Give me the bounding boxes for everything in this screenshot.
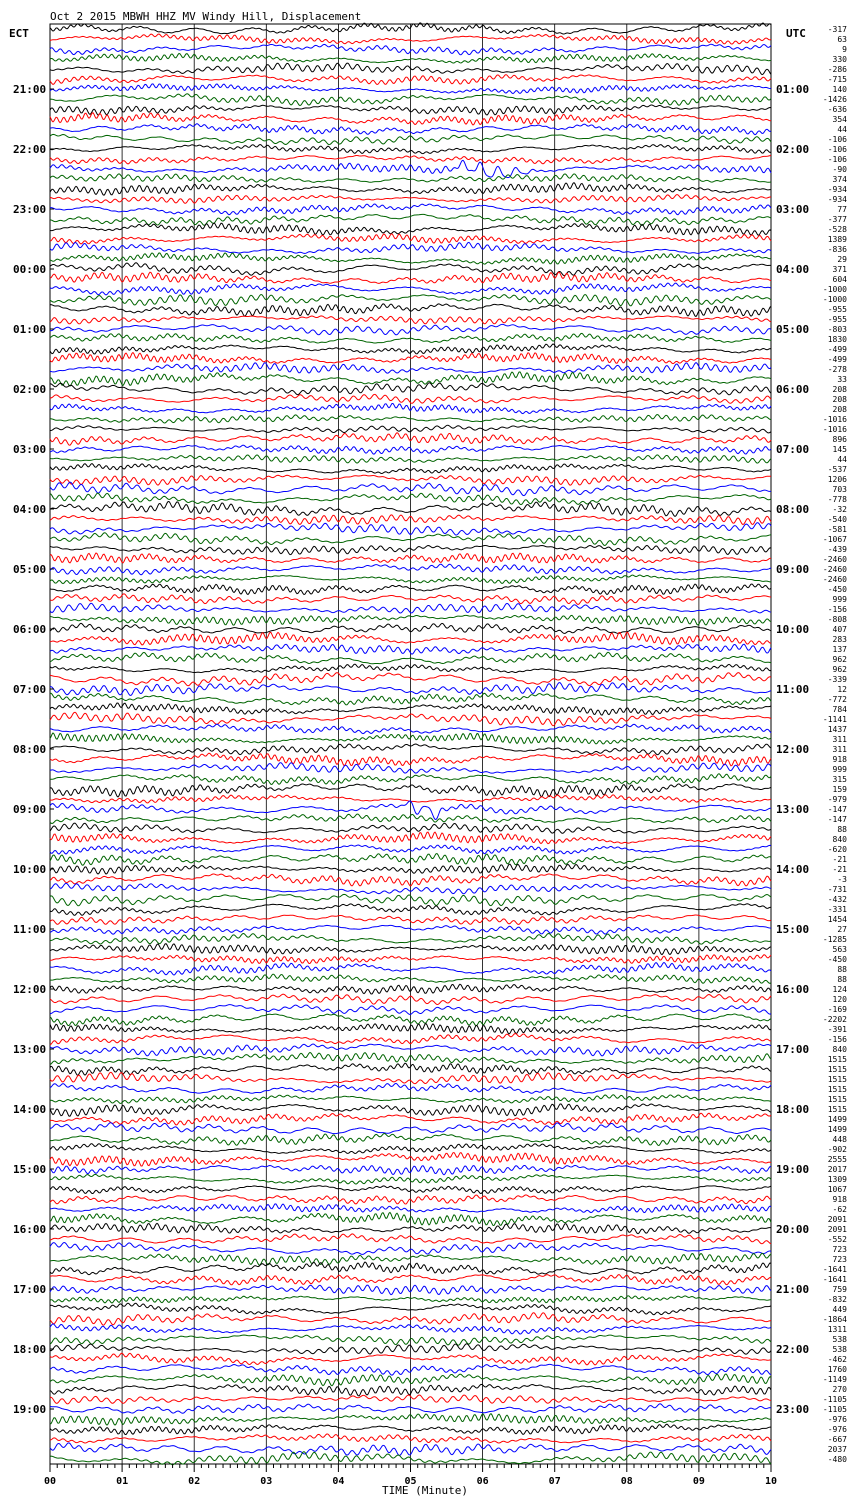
hour-label-ect: 17:00	[13, 1283, 47, 1296]
trace-offset-value: -979	[827, 795, 847, 804]
trace-offset-value: 29	[837, 255, 847, 264]
hour-label-utc: 05:00	[776, 323, 810, 336]
x-tick-label: 08	[620, 1476, 633, 1487]
right-timezone-label: UTC	[786, 27, 806, 40]
trace-offset-value: 538	[832, 1335, 847, 1344]
trace-offset-value: -32	[832, 505, 847, 514]
trace-offset-value: 1206	[827, 475, 847, 484]
trace-offset-value: 2555	[827, 1155, 847, 1164]
trace-offset-value: -147	[827, 805, 847, 814]
trace-offset-value: 2091	[827, 1215, 847, 1224]
trace-offset-value: -636	[827, 105, 847, 114]
hour-label-ect: 13:00	[13, 1043, 47, 1056]
trace-offset-value: -540	[827, 515, 847, 524]
hour-label-ect: 04:00	[13, 503, 47, 516]
trace-offset-value: -731	[827, 885, 847, 894]
trace-offset-value: -1641	[822, 1275, 847, 1284]
trace-offset-value: 604	[832, 275, 847, 284]
trace-offset-value: -808	[827, 615, 847, 624]
trace-offset-value: -1864	[822, 1315, 847, 1324]
trace-offset-value: 2091	[827, 1225, 847, 1234]
trace-offset-value: 1067	[827, 1185, 847, 1194]
trace-offset-value: -169	[827, 1005, 847, 1014]
trace-offset-value: -955	[827, 305, 847, 314]
trace-offset-value: 2037	[827, 1445, 847, 1454]
trace-offset-value: 159	[832, 785, 847, 794]
hour-label-utc: 23:00	[776, 1403, 810, 1416]
trace-offset-value: -62	[832, 1205, 847, 1214]
trace-offset-value: -778	[827, 495, 847, 504]
trace-offset-column	[823, 25, 847, 1464]
hour-label-ect: 03:00	[13, 443, 47, 456]
x-tick-label: 06	[476, 1476, 489, 1487]
hour-label-ect: 05:00	[13, 563, 47, 576]
trace-offset-value: 999	[832, 595, 847, 604]
trace-offset-value: 448	[832, 1135, 847, 1144]
trace-offset-value: 723	[832, 1245, 847, 1254]
trace-offset-value: -552	[827, 1235, 847, 1244]
trace-offset-value: -106	[827, 145, 847, 154]
trace-offset-value: -331	[827, 905, 847, 914]
trace-offset-value: -1641	[822, 1265, 847, 1274]
trace-offset-value: -934	[827, 195, 847, 204]
hour-label-ect: 01:00	[13, 323, 47, 336]
x-tick-label: 07	[548, 1476, 561, 1487]
trace-offset-value: 1830	[827, 335, 847, 344]
trace-offset-value: -432	[827, 895, 847, 904]
trace-offset-value: 208	[832, 405, 847, 414]
trace-offset-value: -156	[827, 605, 847, 614]
hour-label-ect: 14:00	[13, 1103, 47, 1116]
x-tick-label: 02	[188, 1476, 201, 1487]
trace-offset-value: -1000	[822, 285, 847, 294]
trace-offset-value: 88	[837, 965, 847, 974]
trace-offset-value: -1000	[822, 295, 847, 304]
right-hour-axis	[776, 83, 809, 1416]
trace-offset-value: 1515	[827, 1065, 847, 1074]
trace-offset-value: 1311	[827, 1325, 847, 1334]
trace-offset-value: 1309	[827, 1175, 847, 1184]
hour-label-ect: 21:00	[13, 83, 47, 96]
trace-offset-value: 145	[832, 445, 847, 454]
chart-title: Oct 2 2015 MBWH HHZ MV Windy Hill, Displacement	[50, 10, 362, 23]
x-tick-label: 05	[404, 1476, 417, 1487]
trace-offset-value: -156	[827, 1035, 847, 1044]
trace-offset-value: 1515	[827, 1075, 847, 1084]
trace-offset-value: -499	[827, 355, 847, 364]
trace-offset-value: 27	[837, 925, 847, 934]
hour-label-ect: 09:00	[13, 803, 47, 816]
trace-offset-value: -391	[827, 1025, 847, 1034]
hour-label-ect: 19:00	[13, 1403, 47, 1416]
trace-offset-value: 999	[832, 765, 847, 774]
hour-label-utc: 01:00	[776, 83, 810, 96]
trace-offset-value: -317	[827, 25, 847, 34]
trace-offset-value: 759	[832, 1285, 847, 1294]
trace-offset-value: 208	[832, 385, 847, 394]
trace-offset-value: -439	[827, 545, 847, 554]
trace-offset-value: -450	[827, 955, 847, 964]
trace-offset-value: -90	[832, 165, 847, 174]
trace-offset-value: -1426	[822, 95, 847, 104]
trace-offset-value: -480	[827, 1455, 847, 1464]
trace-offset-value: -537	[827, 465, 847, 474]
trace-offset-value: 208	[832, 395, 847, 404]
trace-offset-value: 33	[837, 375, 847, 384]
trace-offset-value: -620	[827, 845, 847, 854]
trace-offset-value: -1141	[822, 715, 847, 724]
trace-offset-value: -1016	[822, 415, 847, 424]
trace-offset-value: 1515	[827, 1085, 847, 1094]
x-tick-label: 04	[332, 1476, 345, 1487]
hour-label-ect: 00:00	[13, 263, 47, 276]
hour-label-utc: 09:00	[776, 563, 810, 576]
trace-offset-value: 330	[832, 55, 847, 64]
hour-label-utc: 13:00	[776, 803, 810, 816]
trace-offset-value: -499	[827, 345, 847, 354]
trace-offset-value: 270	[832, 1385, 847, 1394]
left-timezone-label: ECT	[9, 27, 29, 40]
hour-label-utc: 10:00	[776, 623, 810, 636]
trace-offset-value: 140	[832, 85, 847, 94]
trace-offset-value: -2202	[822, 1015, 847, 1024]
trace-offset-value: -976	[827, 1425, 847, 1434]
trace-offset-value: 449	[832, 1305, 847, 1314]
trace-offset-value: 44	[837, 455, 847, 464]
trace-offset-value: 124	[832, 985, 847, 994]
trace-offset-value: -286	[827, 65, 847, 74]
trace-offset-value: -976	[827, 1415, 847, 1424]
trace-offset-value: 283	[832, 635, 847, 644]
trace-offset-value: 311	[832, 745, 847, 754]
hour-label-utc: 22:00	[776, 1343, 810, 1356]
trace-offset-value: 918	[832, 755, 847, 764]
trace-offset-value: -1105	[822, 1405, 847, 1414]
trace-offset-value: 840	[832, 835, 847, 844]
trace-offset-value: -377	[827, 215, 847, 224]
trace-offset-value: 9	[842, 45, 847, 54]
trace-offset-value: -278	[827, 365, 847, 374]
hour-label-ect: 16:00	[13, 1223, 47, 1236]
hour-label-utc: 03:00	[776, 203, 810, 216]
trace-offset-value: -581	[827, 525, 847, 534]
trace-offset-value: 407	[832, 625, 847, 634]
trace-offset-value: -934	[827, 185, 847, 194]
trace-offset-value: -450	[827, 585, 847, 594]
trace-offset-value: 1515	[827, 1105, 847, 1114]
trace-offset-value: 962	[832, 665, 847, 674]
hour-label-ect: 15:00	[13, 1163, 47, 1176]
trace-offset-value: -147	[827, 815, 847, 824]
trace-offset-value: 137	[832, 645, 847, 654]
trace-offset-value: 354	[832, 115, 847, 124]
trace-offset-value: -1285	[822, 935, 847, 944]
x-tick-label: 01	[116, 1476, 129, 1487]
trace-offset-value: 563	[832, 945, 847, 954]
trace-offset-value: 77	[837, 205, 847, 214]
trace-offset-value: 1515	[827, 1055, 847, 1064]
x-axis-label: TIME (Minute)	[381, 1484, 469, 1497]
trace-offset-value: 44	[837, 125, 847, 134]
trace-offset-value: 1499	[827, 1115, 847, 1124]
hour-label-utc: 14:00	[776, 863, 810, 876]
trace-offset-value: -1105	[822, 1395, 847, 1404]
trace-offset-value: 1454	[827, 915, 847, 924]
trace-offset-value: 1499	[827, 1125, 847, 1134]
hour-label-ect: 08:00	[13, 743, 47, 756]
hour-label-utc: 21:00	[776, 1283, 810, 1296]
hour-label-ect: 23:00	[13, 203, 47, 216]
trace-offset-value: 2017	[827, 1165, 847, 1174]
left-hour-axis	[13, 83, 54, 1416]
trace-offset-value: 315	[832, 775, 847, 784]
trace-offset-value: 896	[832, 435, 847, 444]
trace-offset-value: 703	[832, 485, 847, 494]
trace-offset-value: -106	[827, 135, 847, 144]
trace-offset-value: 88	[837, 825, 847, 834]
x-tick-label: 10	[764, 1476, 778, 1487]
hour-label-utc: 20:00	[776, 1223, 810, 1236]
trace-offset-value: -902	[827, 1145, 847, 1154]
trace-offset-value: -772	[827, 695, 847, 704]
trace-offset-value: 63	[837, 35, 847, 44]
trace-offset-value: -803	[827, 325, 847, 334]
trace-offset-value: 374	[832, 175, 847, 184]
trace-offset-value: 1515	[827, 1095, 847, 1104]
trace-offset-value: 723	[832, 1255, 847, 1264]
hour-label-utc: 18:00	[776, 1103, 810, 1116]
trace-offset-value: -2460	[822, 565, 847, 574]
trace-offset-value: -462	[827, 1355, 847, 1364]
trace-offset-value: -1016	[822, 425, 847, 434]
hour-label-ect: 12:00	[13, 983, 47, 996]
trace-offset-value: -106	[827, 155, 847, 164]
hour-label-utc: 19:00	[776, 1163, 810, 1176]
trace-offset-value: -528	[827, 225, 847, 234]
trace-offset-value: -2460	[822, 555, 847, 564]
trace-offset-value: -955	[827, 315, 847, 324]
trace-offset-value: 962	[832, 655, 847, 664]
trace-offset-value: -1067	[822, 535, 847, 544]
trace-offset-value: 784	[832, 705, 847, 714]
hour-label-ect: 22:00	[13, 143, 47, 156]
trace-offset-value: 311	[832, 735, 847, 744]
hour-label-utc: 07:00	[776, 443, 810, 456]
trace-offset-value: -832	[827, 1295, 847, 1304]
hour-label-utc: 08:00	[776, 503, 810, 516]
hour-label-ect: 10:00	[13, 863, 47, 876]
hour-label-ect: 18:00	[13, 1343, 47, 1356]
trace-offset-value: 840	[832, 1045, 847, 1054]
hour-label-ect: 11:00	[13, 923, 47, 936]
trace-offset-value: -715	[827, 75, 847, 84]
trace-offset-value: -21	[832, 855, 847, 864]
trace-offset-value: -339	[827, 675, 847, 684]
trace-offset-value: -667	[827, 1435, 847, 1444]
x-tick-label: 00	[43, 1476, 57, 1487]
trace-offset-value: 12	[837, 685, 847, 694]
trace-offset-value: 538	[832, 1345, 847, 1354]
hour-label-utc: 12:00	[776, 743, 810, 756]
trace-offset-value: 120	[832, 995, 847, 1004]
hour-label-utc: 04:00	[776, 263, 810, 276]
trace-offset-value: -2460	[822, 575, 847, 584]
trace-offset-value: -21	[832, 865, 847, 874]
hour-label-ect: 06:00	[13, 623, 47, 636]
hour-label-ect: 07:00	[13, 683, 47, 696]
trace-offset-value: 1760	[827, 1365, 847, 1374]
trace-offset-value: -3	[837, 875, 847, 884]
trace-offset-value: -836	[827, 245, 847, 254]
hour-label-ect: 02:00	[13, 383, 47, 396]
hour-label-utc: 16:00	[776, 983, 810, 996]
trace-offset-value: 918	[832, 1195, 847, 1204]
hour-label-utc: 02:00	[776, 143, 810, 156]
hour-label-utc: 17:00	[776, 1043, 810, 1056]
trace-offset-value: -1149	[822, 1375, 847, 1384]
trace-offset-value: 1437	[827, 725, 847, 734]
hour-label-utc: 06:00	[776, 383, 810, 396]
trace-offset-value: 1389	[827, 235, 847, 244]
hour-label-utc: 11:00	[776, 683, 810, 696]
x-tick-label: 09	[692, 1476, 705, 1487]
trace-offset-value: 371	[832, 265, 847, 274]
x-tick-label: 03	[260, 1476, 273, 1487]
hour-label-utc: 15:00	[776, 923, 810, 936]
trace-offset-value: 88	[837, 975, 847, 984]
